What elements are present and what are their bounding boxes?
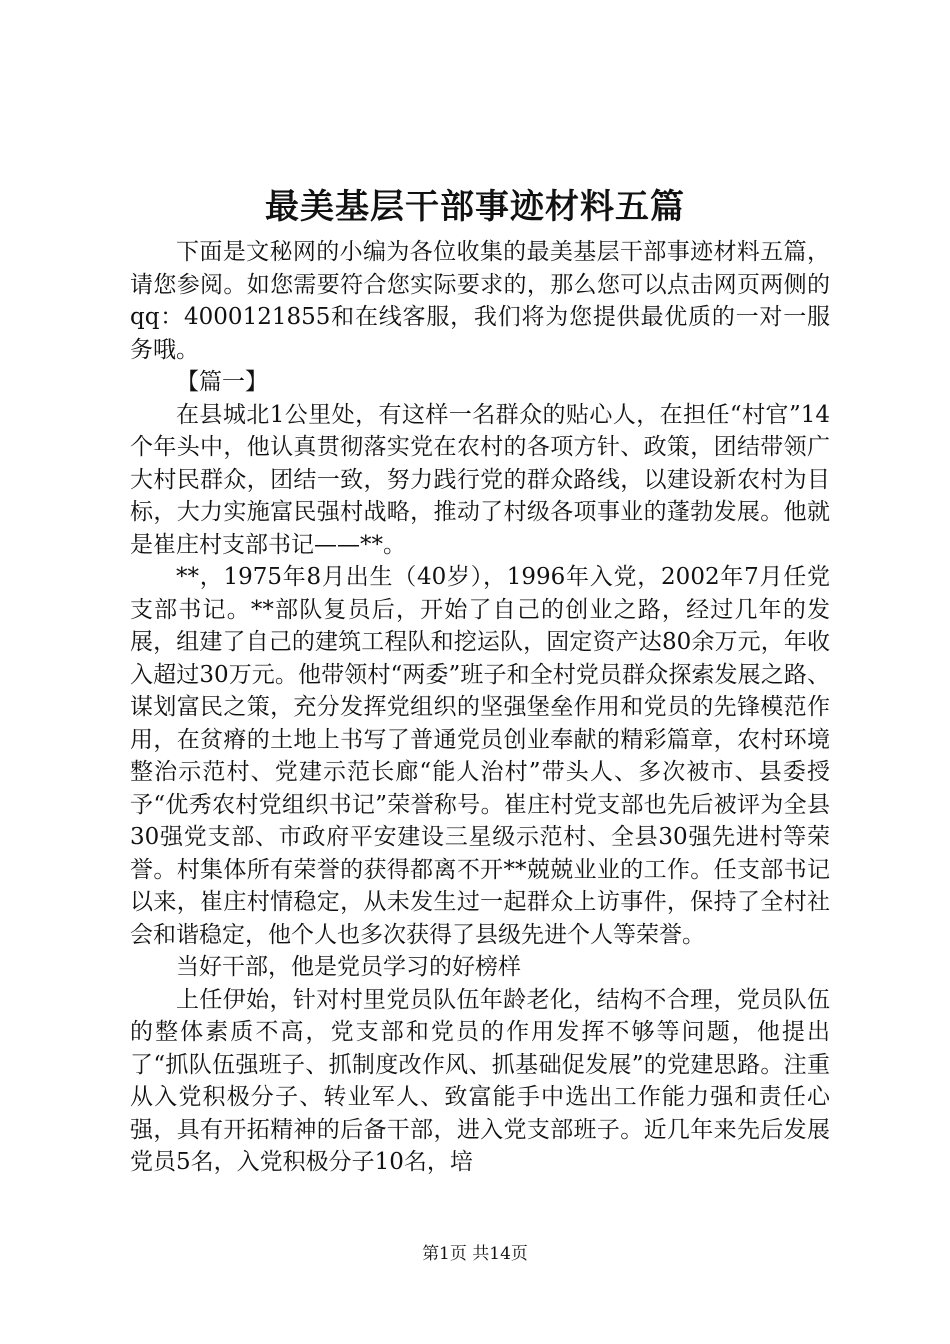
document-body (130, 236, 830, 1179)
body-paragraph: 在县城北1公里处，有这样一名群众的贴心人，在担任“村官”14个年头中，他认真贯彻落实党在农村的各项方针、政策，团结带领广大村民群众，团结一致，努力践行党的群众路线，以建设新农村为目标，大力实施富民强村战略，推动了村级各项事业的蓬勃发展。他就是崔庄村支部书记——**。 (130, 401, 830, 558)
section-heading: 【篇一】 (176, 369, 268, 395)
subheading: 当好干部，他是党员学习的好榜样 (176, 954, 521, 980)
body-paragraph: 上任伊始，针对村里党员队伍年龄老化，结构不合理，党员队伍的整体素质不高，党支部和党员的作用发挥不够等问题，他提出了“抓队伍强班子、抓制度改作风、抓基础促发展”的党建思路。注重从入党积极分子、转业军人、致富能手中选出工作能力强和责任心强，具有开拓精神的后备干部，进入党支部班子。近几年来先后发展党员5名，入党积极分子10名，培 (130, 986, 830, 1175)
intro-paragraph: 下面是文秘网的小编为各位收集的最美基层干部事迹材料五篇，请您参阅。如您需要符合您实际要求的，那么您可以点击网页两侧的qq：4000121855和在线客服，我们将为您提供最优质的一对一服务哦。 (130, 239, 830, 363)
body-paragraph: **，1975年8月出生（40岁），1996年入党，2002年7月任党支部书记。**部队复员后，开始了自己的创业之路，经过几年的发展，组建了自己的建筑工程队和挖运队，固定资产达80余万元，年收入超过30万元。他带领村“两委”班子和全村党员群众探索发展之路、谋划富民之策，充分发挥党组织的坚强堡垒作用和党员的先锋模范作用，在贫瘠的土地上书写了普通党员创业奉献的精彩篇章，农村环境整治示范村、党建示范长廊“能人治村”带头人、多次被市、县委授予“优秀农村党组织书记”荣誉称号。崔庄村党支部也先后被评为全县30强党支部、市政府平安建设三星级示范村、全县30强先进村等荣誉。村集体所有荣誉的获得都离不开**兢兢业业的工作。任支部书记以来，崔庄村情稳定，从未发生过一起群众上访事件，保持了全村社会和谐稳定，他个人也多次获得了县级先进个人等荣誉。 (130, 564, 830, 948)
page-footer: 第1页 共14页 (422, 1244, 528, 1264)
document-title: 最美基层干部事迹材料五篇 (265, 187, 685, 227)
